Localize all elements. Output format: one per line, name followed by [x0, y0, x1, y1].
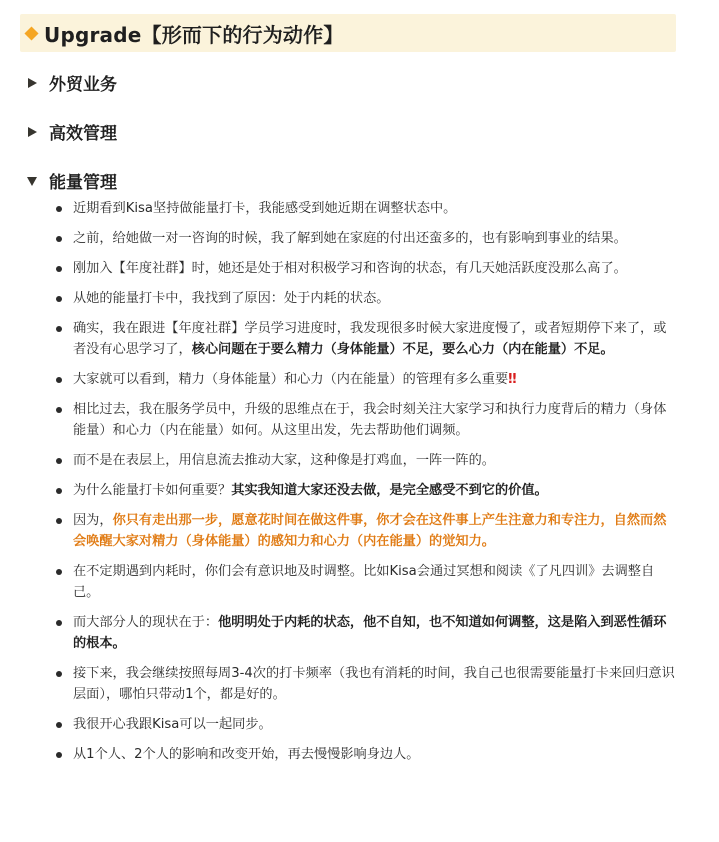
orange-diamond-icon: [24, 26, 39, 41]
toggle-label: 能量管理: [49, 173, 117, 193]
toggle-energy-management[interactable]: [26, 168, 117, 193]
toggle-label: 高效管理: [49, 124, 117, 144]
bullet-text-segment: 相比过去，我在服务学员中，升级的思维点在于，我会时刻关注大家学习和执行力度背后的精力（身体能量）和心力（内在能量）如何。从这里出发，先去帮助他们调频。: [73, 402, 667, 438]
bullet-text-segment: 因为，: [73, 513, 113, 528]
bullet-text-segment: 从她的能量打卡中，我找到了原因：处于内耗的状态。: [73, 291, 390, 306]
bullet-text-segment: 确实，我在跟进【年度社群】学员学习进度时，我发现很多时候大家进度慢了，或者短期停下来了，或者没有心思学习了，: [73, 321, 667, 357]
bullet-dot-icon: [56, 206, 62, 212]
bullet-item: [56, 714, 676, 735]
bullet-dot-icon: [56, 377, 62, 383]
bullet-text-segment: 大家就可以看到，精力（身体能量）和心力（内在能量）的管理有多么重要: [73, 372, 509, 387]
bullet-text-segment: 从1个人、2个人的影响和改变开始，再去慢慢影响身边人。: [73, 747, 420, 762]
bullet-dot-icon: [56, 569, 62, 575]
bullet-dot-icon: [56, 326, 62, 332]
bullet-item: [56, 198, 676, 219]
toggle-label: 外贸业务: [49, 75, 117, 95]
bullet-dot-icon: [56, 407, 62, 413]
bullet-text-segment: 为什么能量打卡如何重要？: [73, 483, 232, 498]
bullet-text-segment: 其实我知道大家还没去做，是完全感受不到它的价值。: [231, 483, 548, 498]
bullet-item: [56, 663, 676, 705]
bullet-item: [56, 228, 676, 249]
bullet-dot-icon: [56, 296, 62, 302]
page-heading: Upgrade【形而下的行为动作】: [44, 22, 344, 47]
bullet-item: [56, 369, 676, 390]
bullet-item: [56, 744, 676, 765]
bullet-item: [56, 510, 676, 552]
bullet-text-segment: 接下来，我会继续按照每周3-4次的打卡频率（我也有消耗的时间，我自己也很需要能量打卡来回归意识层面），哪怕只带动1个，都是好的。: [73, 666, 675, 702]
bullet-text-segment: 你只有走出那一步，愿意花时间在做这件事，你才会在这件事上产生注意力和专注力，自然而然会唤醒大家对精力（身体能量）的感知力和心力（内在能量）的觉知力。: [73, 513, 667, 549]
bullet-dot-icon: [56, 722, 62, 728]
bullet-text-segment: 他明明处于内耗的状态，他不自知，也不知道如何调整，这是陷入到恶性循环的根本。: [73, 615, 667, 651]
caret-right-icon[interactable]: [26, 77, 38, 89]
toggle-efficient-management[interactable]: [26, 119, 117, 144]
bullet-item: [56, 399, 676, 441]
bullet-dot-icon: [56, 620, 62, 626]
callout-header: [20, 14, 676, 52]
bullet-text-segment: 而大部分人的现状在于：: [73, 615, 219, 630]
caret-right-icon[interactable]: [26, 126, 38, 138]
bullet-dot-icon: [56, 488, 62, 494]
bullet-text-segment: 我很开心我跟Kisa可以一起同步。: [73, 717, 272, 732]
bullet-dot-icon: [56, 518, 62, 524]
bullet-dot-icon: [56, 752, 62, 758]
bullet-item: [56, 450, 676, 471]
toggle-foreign-trade[interactable]: [26, 70, 117, 95]
bullet-dot-icon: [56, 458, 62, 464]
bullet-text-segment: 核心问题在于要么精力（身体能量）不足，要么心力（内在能量）不足。: [191, 342, 614, 357]
bullet-item: [56, 258, 676, 279]
bullet-dot-icon: [56, 671, 62, 677]
energy-management-bullet-list: [56, 198, 676, 774]
bullet-text-segment: 在不定期遇到内耗时，你们会有意识地及时调整。比如Kisa会通过冥想和阅读《了凡四训》去调整自己。: [73, 564, 655, 600]
caret-down-icon[interactable]: [26, 175, 38, 187]
bullet-text-segment: 之前，给她做一对一咨询的时候，我了解到她在家庭的付出还蛮多的，也有影响到事业的结果。: [73, 231, 627, 246]
bullet-text-segment: 近期看到Kisa坚持做能量打卡，我能感受到她近期在调整状态中。: [73, 201, 457, 216]
bullet-item: [56, 288, 676, 309]
bullet-item: [56, 480, 676, 501]
bullet-dot-icon: [56, 236, 62, 242]
bullet-text-segment: ‼: [508, 372, 517, 387]
bullet-item: [56, 561, 676, 603]
bullet-item: [56, 612, 676, 654]
bullet-text-segment: 刚加入【年度社群】时，她还是处于相对积极学习和咨询的状态，有几天她活跃度没那么高了。: [73, 261, 627, 276]
bottom-fade: [0, 828, 719, 842]
bullet-item: [56, 318, 676, 360]
bullet-dot-icon: [56, 266, 62, 272]
bullet-text-segment: 而不是在表层上，用信息流去推动大家，这种像是打鸡血，一阵一阵的。: [73, 453, 495, 468]
